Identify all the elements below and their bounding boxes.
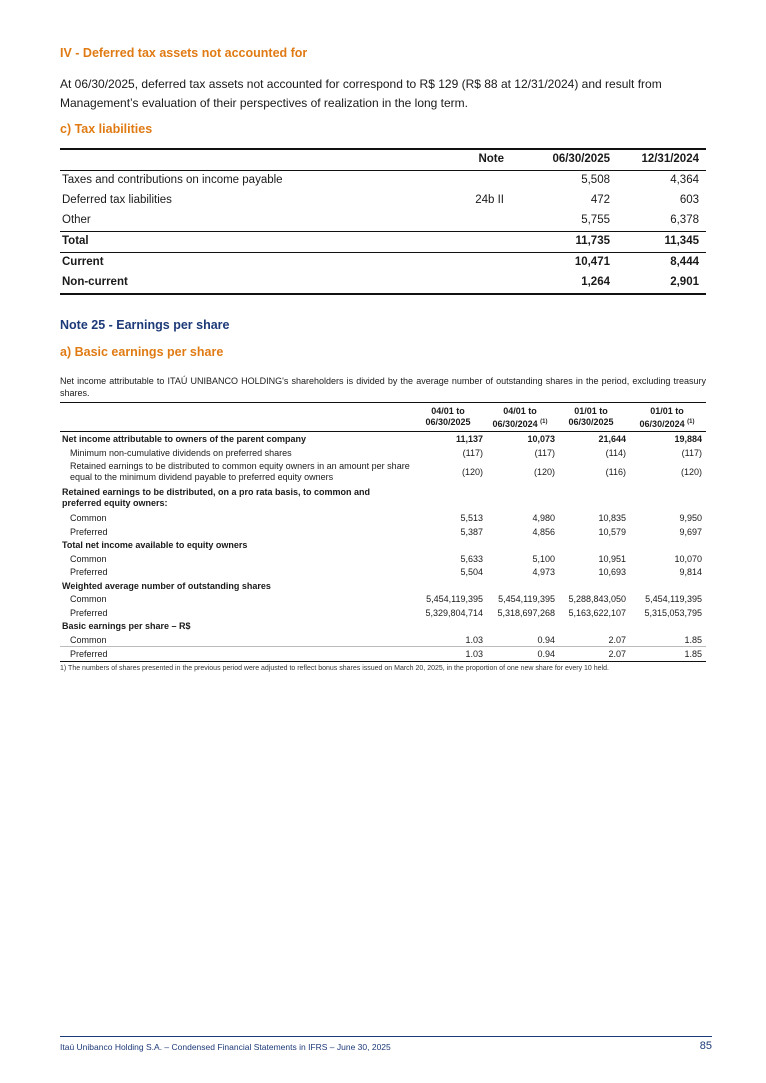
row-value: 9,697 bbox=[679, 526, 702, 537]
col-header-line2: 06/30/2024 bbox=[492, 419, 538, 429]
total-value: 11,735 bbox=[575, 235, 610, 247]
footnote-ref: (1) bbox=[540, 419, 548, 425]
row-label: Deferred tax liabilities bbox=[62, 194, 172, 206]
row-label: Common bbox=[70, 553, 107, 564]
pro-rata-heading-row bbox=[60, 485, 706, 511]
row-value: 21,644 bbox=[598, 434, 626, 444]
row-note: 24b II bbox=[475, 194, 504, 206]
row-value: 0.94 bbox=[537, 634, 555, 645]
row-value: 10,693 bbox=[598, 567, 626, 577]
pro-rata-common-row bbox=[60, 511, 706, 525]
row-value: 10,579 bbox=[598, 526, 626, 537]
col-header bbox=[413, 406, 483, 428]
row-value: (120) bbox=[533, 467, 555, 477]
row-value: 9,950 bbox=[679, 513, 702, 523]
col-06-30-2025: 06/30/2025 bbox=[552, 153, 610, 165]
row-label: Basic earnings per share – R$ bbox=[62, 621, 191, 631]
row-value: 5,454,119,395 bbox=[645, 594, 702, 604]
row-label-line1: Retained earnings to be distributed, on a pro rata basis, to common and bbox=[62, 487, 371, 497]
col-note: Note bbox=[478, 153, 504, 165]
row-value: 5,454,119,395 bbox=[498, 594, 555, 604]
row-label: Preferred bbox=[70, 526, 108, 537]
basic-eps-heading-row bbox=[60, 619, 706, 633]
row-value: 603 bbox=[679, 194, 699, 206]
col-header-line2: 06/30/2024 bbox=[639, 419, 685, 429]
row-label-line1: Retained earnings to be distributed to common equity owners in an amount per share bbox=[70, 461, 410, 471]
row-value: 5,755 bbox=[581, 214, 610, 226]
row-value: 11,137 bbox=[455, 434, 483, 444]
non-current-value: 2,901 bbox=[670, 276, 699, 288]
deferred-tax-heading: IV - Deferred tax assets not accounted for bbox=[60, 46, 308, 60]
row-label-line2: equal to the minimum dividend payable to preferred equity owners bbox=[70, 472, 334, 482]
deferred-tax-paragraph: At 06/30/2025, deferred tax assets not accounted for correspond to R$ 129 (R$ 88 at 12/31/2024) and result from Management’s evaluation of their perspectives of realization in the long term. bbox=[60, 77, 662, 110]
row-value: 1.03 bbox=[465, 649, 483, 659]
net-income-row bbox=[60, 432, 706, 446]
row-value: 5,163,622,107 bbox=[568, 607, 626, 618]
row-label-line2: preferred equity owners: bbox=[62, 498, 168, 508]
row-value: 5,288,843,050 bbox=[568, 594, 626, 604]
row-label bbox=[70, 461, 430, 483]
footer-divider bbox=[60, 1036, 712, 1037]
footer-text: Itaú Unibanco Holding S.A. – Condensed Financial Statements in IFRS – June 30, 2025 bbox=[60, 1042, 391, 1052]
current-value: 10,471 bbox=[574, 256, 610, 268]
total-available-heading-row bbox=[60, 538, 706, 552]
row-value: (120) bbox=[680, 467, 702, 477]
row-value: 5,387 bbox=[460, 526, 483, 537]
eps-table bbox=[60, 402, 706, 662]
col-header bbox=[632, 406, 702, 430]
total-available-preferred-row bbox=[60, 565, 706, 579]
row-value: 1.85 bbox=[684, 649, 702, 659]
col-header bbox=[485, 406, 555, 430]
row-label: Common bbox=[70, 513, 107, 523]
row-label: Preferred bbox=[70, 567, 108, 577]
eps-footnote: 1) The numbers of shares presented in the previous period were adjusted to reflect bonus shares issued on March 20, 2025, in the proportion of one new share for every 10 held. bbox=[60, 665, 609, 672]
row-value: 1.03 bbox=[465, 634, 483, 645]
non-current-label: Non-current bbox=[62, 276, 128, 288]
col-header-line1: 01/01 to bbox=[574, 406, 608, 416]
current-value: 8,444 bbox=[670, 256, 699, 268]
row-value: 5,315,053,795 bbox=[644, 607, 702, 618]
row-label: Weighted average number of outstanding shares bbox=[62, 580, 271, 591]
row-label: Common bbox=[70, 634, 107, 645]
row-label: Total net income available to equity owners bbox=[62, 540, 248, 550]
row-value: 4,973 bbox=[532, 567, 555, 577]
table-header bbox=[60, 148, 706, 171]
eps-intro: Net income attributable to ITAÚ UNIBANCO HOLDING's shareholders is divided by the average number of outstanding shares in the period, excluding treasury shares. bbox=[60, 376, 706, 398]
eps-table-header bbox=[60, 402, 706, 432]
col-12-31-2024: 12/31/2024 bbox=[641, 153, 699, 165]
row-value: (117) bbox=[462, 447, 483, 458]
row-value: (120) bbox=[461, 467, 483, 477]
row-value: 5,633 bbox=[460, 553, 483, 564]
total-label: Total bbox=[62, 235, 89, 247]
total-value: 11,345 bbox=[664, 235, 699, 247]
col-header bbox=[556, 406, 626, 428]
retained-row bbox=[60, 459, 706, 485]
row-value: 5,329,804,714 bbox=[425, 607, 483, 618]
non-current-value: 1,264 bbox=[581, 276, 610, 288]
row-label: Preferred bbox=[70, 649, 108, 659]
row-value: 10,951 bbox=[598, 553, 626, 564]
row-value: 2.07 bbox=[608, 649, 626, 659]
col-header-line2: 06/30/2025 bbox=[568, 417, 614, 427]
row-value: 5,100 bbox=[532, 553, 555, 564]
note25-heading: Note 25 - Earnings per share bbox=[60, 318, 230, 332]
tax-liabilities-table bbox=[60, 148, 706, 295]
total-row bbox=[60, 231, 706, 252]
col-header-line1: 04/01 to bbox=[431, 406, 465, 416]
row-value: 1.85 bbox=[684, 634, 702, 645]
row-value: 6,378 bbox=[670, 214, 699, 226]
current-row bbox=[60, 252, 706, 273]
col-header-line1: 01/01 to bbox=[650, 406, 684, 416]
row-value: 5,504 bbox=[460, 567, 483, 577]
row-value: 4,980 bbox=[532, 513, 555, 523]
basic-eps-preferred-row bbox=[60, 647, 706, 662]
row-value: (116) bbox=[605, 467, 626, 477]
row-label: Taxes and contributions on income payable bbox=[62, 174, 283, 186]
basic-eps-heading: a) Basic earnings per share bbox=[60, 345, 224, 359]
row-value: 2.07 bbox=[608, 634, 626, 645]
current-label: Current bbox=[62, 256, 104, 268]
weighted-heading-row bbox=[60, 579, 706, 593]
pro-rata-preferred-row bbox=[60, 525, 706, 539]
min-dividends-row bbox=[60, 446, 706, 460]
row-label: Other bbox=[62, 214, 91, 226]
table-row bbox=[60, 171, 706, 191]
row-label: Minimum non-cumulative dividends on preferred shares bbox=[70, 447, 292, 458]
non-current-row bbox=[60, 273, 706, 295]
col-header-line2: 06/30/2025 bbox=[425, 417, 471, 427]
table-row bbox=[60, 211, 706, 231]
row-value: 10,070 bbox=[674, 553, 702, 564]
row-value: 10,073 bbox=[527, 434, 555, 444]
col-header-line1: 04/01 to bbox=[503, 406, 537, 416]
row-value: 10,835 bbox=[598, 513, 626, 523]
row-value: 5,454,119,395 bbox=[426, 594, 483, 604]
row-label: Preferred bbox=[70, 607, 108, 618]
row-value: 19,884 bbox=[674, 434, 702, 444]
total-available-common-row bbox=[60, 552, 706, 566]
table-row bbox=[60, 191, 706, 211]
weighted-common-row bbox=[60, 592, 706, 606]
basic-eps-common-row bbox=[60, 633, 706, 648]
page-number: 85 bbox=[699, 1040, 712, 1052]
weighted-preferred-row bbox=[60, 606, 706, 620]
row-value: 9,814 bbox=[679, 567, 702, 577]
row-value: 4,364 bbox=[670, 174, 699, 186]
tax-liabilities-heading: c) Tax liabilities bbox=[60, 122, 153, 136]
row-value: (117) bbox=[681, 447, 702, 458]
row-label: Net income attributable to owners of the parent company bbox=[62, 434, 307, 444]
row-value: (117) bbox=[534, 447, 555, 458]
footnote-ref: (1) bbox=[687, 419, 695, 425]
row-value: 472 bbox=[590, 194, 610, 206]
row-value: 4,856 bbox=[532, 526, 555, 537]
row-label: Common bbox=[70, 594, 107, 604]
row-value: 0.94 bbox=[537, 649, 555, 659]
row-value: 5,508 bbox=[581, 174, 610, 186]
row-value: 5,513 bbox=[460, 513, 483, 523]
row-label bbox=[62, 487, 410, 509]
row-value: (114) bbox=[605, 447, 626, 458]
row-value: 5,318,697,268 bbox=[497, 607, 555, 618]
